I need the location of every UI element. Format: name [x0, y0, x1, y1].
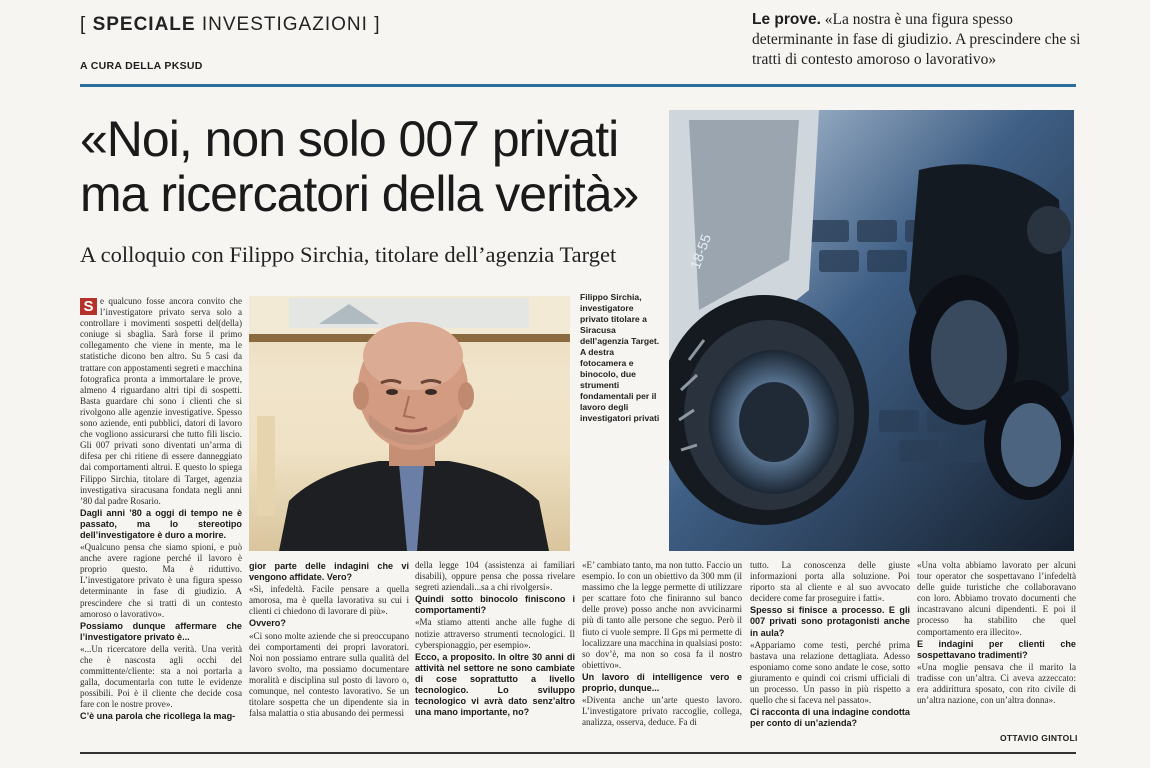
section-tag: [ SPECIALE INVESTIGAZIONI ]	[80, 14, 381, 35]
drop-cap: S	[80, 298, 97, 315]
answer: «Una moglie pensava che il marito la tradisse con un’altra. Ci aveva azzeccato: era addirittura sposato, con rito civile di un’altra nazione, con un’altra donna».	[917, 661, 1076, 706]
answer: «Ci sono molte aziende che si preoccupano dei comportamenti dei propri lavoratori. Noi non possiamo entrare sulla qualità del lavoro svolto, ma possiamo documentare moralità e disciplina sul posto di lavoro o, comunque, nel contesto lavorativo. Se un titolare sospetta che un dipendente sia in falsa malattia o stia abusando dei permessi	[249, 630, 409, 719]
section-name-rest: INVESTIGAZIONI	[201, 14, 368, 35]
pull-quote-lead: Le prove.	[752, 11, 821, 28]
photo-caption: Filippo Sirchia, investigatore privato titolare a Siracusa dell’agenzia Target. A destra fotocamera e binocolo, due strumenti fondamentali per il lavoro degli investigatori privati	[580, 292, 660, 423]
answer: «E’ cambiato tanto, ma non tutto. Faccio un esempio. Io con un obiettivo da 300 mm (il massimo che la legge permette di utilizzare per scattare foto che finiranno sul banco delle prove) posso anche non avvicinarmi più di tanto alle persone che seguo. Però il fiuto ci vuole sempre. Il Gps mi permette di localizzare una macchina in qualsiasi posto: so dov’è, ma non so cosa fa il nostro obiettivo».	[582, 560, 742, 670]
question: Quindi sotto binocolo finiscono i comportamenti?	[415, 594, 575, 616]
answer: «...Un ricercatore della verità. Una verità che è nascosta agli occhi del committente/cliente: sta a noi portarla a galla, documentarla con tutte le evidenze possibili. Poi è il cliente che decide cosa fare con le nostre prove».	[80, 643, 242, 710]
article-column-1	[80, 296, 242, 742]
section-name-bold: SPECIALE	[92, 14, 196, 35]
article-column-6	[917, 560, 1076, 732]
article-column-3	[415, 560, 575, 742]
question: Ci racconta di una indagine condotta per conto di un’azienda?	[750, 707, 910, 729]
answer: «Ma stiamo attenti anche alle fughe di notizie attraverso strumenti tecnologici. Il cyberspionaggio, per esempio».	[415, 617, 575, 650]
bottom-rule	[80, 752, 1076, 754]
answer: «Sì, infedeltà. Facile pensare a quella amorosa, ma è quella lavorativa su cui i clienti ci chiedono di lavorare di più».	[249, 584, 409, 617]
article-column-2	[249, 560, 409, 742]
pull-quote-text: «La nostra è una figura spesso determinante in fase di giudizio. A prescindere che si tratti di contesto amoroso o lavorativo»	[752, 11, 1081, 68]
question: Spesso si finisce a processo. E gli 007 privati sono protagonisti anche in aula?	[750, 605, 910, 638]
camera-binoculars-photo	[669, 110, 1074, 551]
headline-line-1: «Noi, non solo 007 privati	[80, 111, 619, 167]
svg-text:18-55: 18-55	[686, 231, 715, 272]
question: Ovvero?	[249, 618, 286, 629]
question: E indagini per clienti che sospettavano tradimenti?	[917, 638, 1076, 660]
question: Un lavoro di intelligence vero e proprio, dunque...	[582, 671, 742, 694]
headline	[80, 112, 660, 222]
subheadline: A colloquio con Filippo Sirchia, titolare dell’agenzia Target	[80, 242, 617, 267]
article-column-4	[582, 560, 742, 742]
answer: «Qualcuno pensa che siamo spioni, e può anche avere ragione perché il lavoro è proprio questo. Ma è riduttivo. L’investigatore privato è una figura spesso determinante in fase di giudizio. A prescindere che si tratti di un contesto amoroso o lavorativo».	[80, 542, 242, 619]
question: Dagli anni ’80 a oggi di tempo ne è passato, ma lo stereotipo dell’investigatore è duro a morire.	[80, 507, 242, 540]
question: Ecco, a proposito. In oltre 30 anni di attività nel settore ne sono cambiate di cose soprattutto a livello tecnologico. Lo sviluppo tecnologico vi avrà dato senz’altro una mano importante, no?	[415, 651, 575, 718]
answer: «Diventa anche un’arte questo lavoro. L’investigatore privato raccoglie, collega, analizza, osserva, deduce. Fa di	[582, 695, 742, 728]
headline-line-2: ma ricercatori della verità»	[80, 166, 639, 222]
pull-quote	[752, 10, 1082, 70]
answer: tutto. La conoscenza delle giuste informazioni porta alla soluzione. Poi riporto sta al cliente e al suo avvocato decidere come far proseguire i fatti».	[750, 560, 910, 604]
answer: della legge 104 (assistenza ai familiari disabili), oppure pensa che possa rivelare segreti aziendali...sa a chi rivolgersi».	[415, 560, 575, 593]
question: Possiamo dunque affermare che l’investigatore privato è...	[80, 620, 242, 642]
article-column-5	[750, 560, 910, 742]
author-signature: OTTAVIO GINTOLI	[1000, 733, 1078, 743]
answer: «Una volta abbiamo lavorato per alcuni tour operator che sospettavano l’infedeltà delle guide turistiche che collaboravano con loro. Abbiamo trovato documenti che incastravano alcuni dipendenti. E poi il processo ha stabilito che quel comportamento era illecito».	[917, 560, 1076, 637]
curator-line: A CURA DELLA PKSUD	[80, 60, 203, 72]
question: C’è una parola che ricollega la mag-	[80, 711, 236, 722]
header-rule	[80, 84, 1076, 87]
question: gior parte delle indagini che vi vengono affidate. Vero?	[249, 561, 409, 583]
answer: «Appariamo come testi, perché prima bastava una relazione dettagliata. Adesso esponiamo come sono andate le cose, sotto giuramento e quindi coi crismi ufficiali di un processo. Un passo in più rispetto a quello che si faceva nel passato».	[750, 639, 910, 706]
intro-paragraph: e qualcuno fosse ancora convito che l’investigatore privato serva solo a controllare i movimenti sospetti del(della) coniuge si sbaglia. Sarà forse il primo collegamento che viene in mente, ma le statistiche dicono ben altro. Su 5 casi da trattare con appostamenti segreti e macchina fotografica pronta a immortalare le prove, almeno 4 riguardano altri tipi di sospetti. Basta guardare chi sono i clienti che si rivolgono alle agenzie investigative. Spesso sono aziende, enti pubblici, datori di lavoro che vogliono assicurarsi che tutto fili liscio. Gli 007 privati sono diventati un’arma di difesa per chi ritiene di essere danneggiato dai comportamenti altrui. E questo lo spiega Filippo Sirchia, titolare di Target, agenzia investigativa siracusana fondata negli anni ’80 dal padre Rosario.	[80, 296, 242, 506]
interviewee-photo	[249, 296, 570, 551]
